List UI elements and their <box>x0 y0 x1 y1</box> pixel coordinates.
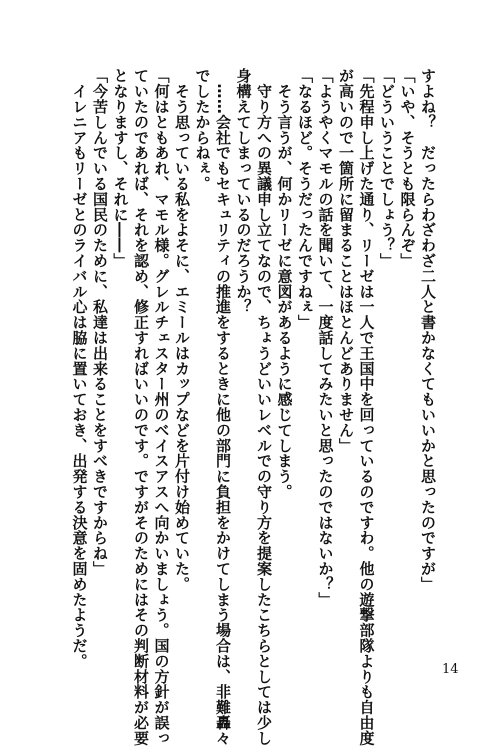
text-line: 守り方への異議申し立てなので、ちょうどいいレベルでの守り方を提案したこちらとしては少し <box>255 68 273 746</box>
text-line: となりますし、それに――」 <box>111 68 130 269</box>
text-line: すよね？ だったらわざわざ二人と書かなくてもいいかと思ったのですが」 <box>419 68 437 592</box>
body-text <box>69 68 438 746</box>
text-line: 身構えてしまっているのだろうか？ <box>234 68 253 315</box>
text-line: ……会社でもセキュリティの推進をするときに他の部門に負担をかけてしまう場合は、非難轟々 <box>214 68 232 746</box>
text-line: 「ようやくマモルの話を聞いて、一度話してみたいと思ったのではないか？」 <box>316 68 335 607</box>
text-line: ていたのであれば、それを認め、修正すればいいのです。ですがそのためにはその判断材料が必要 <box>132 68 150 746</box>
text-line: 「何はともあれ、マモル様。グレルチェスター州のベイスアスへ向かいましょう。国の方針が誤っ <box>152 68 171 746</box>
text-line: 「なるほど。そうだったんですねぇ」 <box>296 68 314 330</box>
text-line: そう思っている私をよそに、エミールはカップなどを片付け始めていた。 <box>173 68 191 592</box>
text-line: 「どういうことでしょう？」 <box>378 68 396 269</box>
text-line: 「今苦しんでいる国民のために、私達は出来ることをすべきですからね」 <box>91 68 109 577</box>
text-line: そう言うが、何かリーゼに意図があるように感じてしまう。 <box>275 68 294 500</box>
page-number: 14 <box>442 662 459 677</box>
text-line: が高いので一箇所に留まることはほとんどありません」 <box>337 68 355 453</box>
text-line: でしたからねぇ。 <box>193 68 212 192</box>
text-line: イレニアもリーゼとのライバル心は脇に置いておき、出発する決意を固めたようだ。 <box>70 68 89 669</box>
text-line: 「いや、そうとも限らんぞ」 <box>398 68 417 269</box>
text-line: 「先程申し上げた通り、リーゼは一人で王国中を回っているのですわ。他の遊撃部隊よりも自由度 <box>357 68 376 746</box>
